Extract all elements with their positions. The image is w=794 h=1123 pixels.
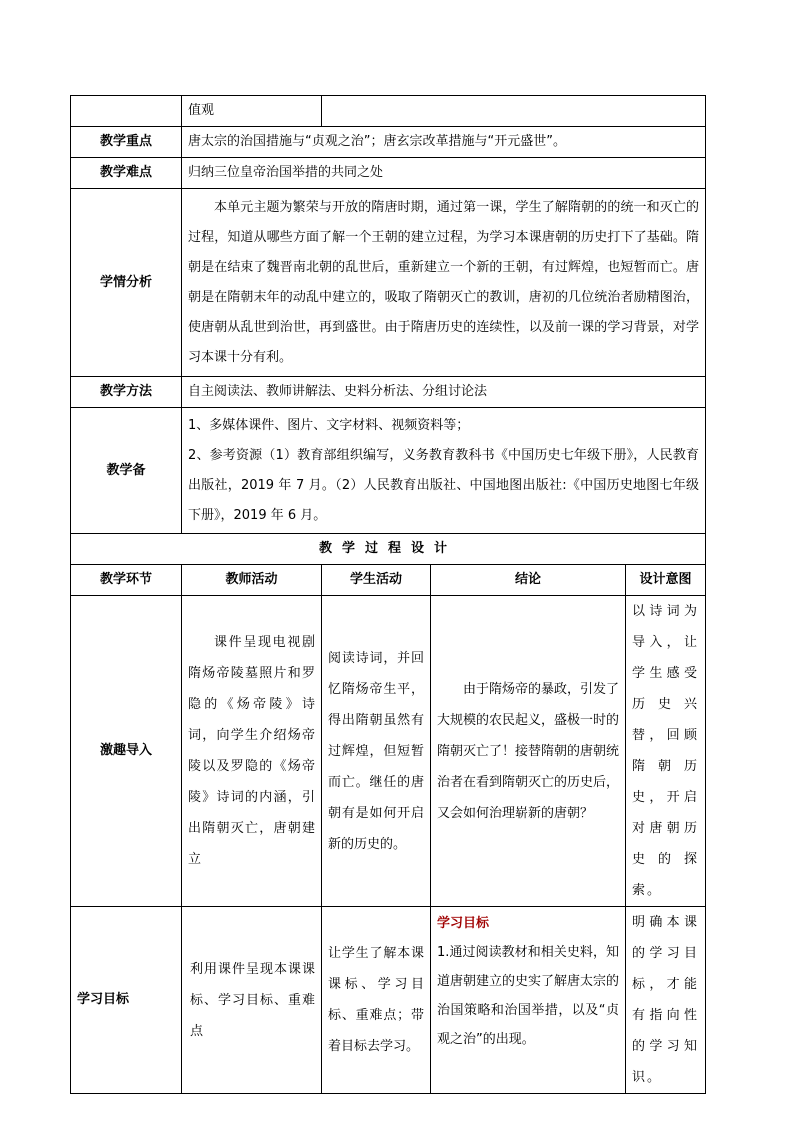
method-label: 教学方法 (71, 377, 182, 408)
difficulty-text: 归纳三位皇帝治国举措的共同之处 (182, 158, 706, 189)
table-row (71, 907, 706, 1094)
conclusion-text: 由于隋炀帝的暴政，引发了大规模的农民起义，盛极一时的隋朝灭亡了！接替隋朝的唐朝统治者在看到隋朝灭亡的历史后，又会如何治理崭新的唐朝？ (437, 681, 620, 821)
conclusion-text: 1.通过阅读教材和相关史料，知道唐朝建立的史实了解唐太宗的治国策略和治国举措，以及“贞观之治”的出现。 (437, 945, 620, 1047)
method-text: 自主阅读法、教师讲解法、史料分析法、分组讨论法 (182, 377, 706, 408)
student-activity-cell: 阅读诗词，并回忆隋炀帝生平，得出隋朝虽然有过辉煌，但短暂而亡。继任的唐朝有是如何开启新的历史的。 (322, 596, 431, 907)
prep-item-1: 1、多媒体课件、图片、文字材料、视频资料等； (188, 417, 470, 433)
intent-cell: 以诗词为导入，让学生感受历史兴替，回顾隋朝历史，开启对唐朝历史的探索。 (626, 596, 706, 907)
row-process-title (71, 534, 706, 565)
key-points-label: 教学重点 (71, 127, 182, 158)
intent-cell: 明确本课的学习目标，才能有指向性的学习知识。 (626, 907, 706, 1094)
row-prep (71, 408, 706, 534)
stage-cell: 学习目标 (71, 907, 182, 1094)
row-column-headers (71, 565, 706, 596)
row-values-cont (71, 96, 706, 127)
row-analysis (71, 189, 706, 377)
conclusion-heading: 学习目标 (437, 916, 490, 931)
difficulty-label: 教学难点 (71, 158, 182, 189)
teacher-activity-cell: 利用课件呈现本课课标、学习目标、重难点 (182, 907, 322, 1094)
row-method (71, 377, 706, 408)
empty-label-cell (71, 96, 182, 127)
analysis-label: 学情分析 (71, 189, 182, 377)
analysis-text: 本单元主题为繁荣与开放的隋唐时期，通过第一课，学生了解隋朝的的统一和灭亡的过程，知道从哪些方面了解一个王朝的建立过程，为学习本课唐朝的历史打下了基础。隋朝是在结束了魏晋南北朝的乱世后，重新建立一个新的王朝，有过辉煌，也短暂而亡。唐朝是在隋朝末年的动乱中建立的，吸取了隋朝灭亡的教训，唐初的几位统治者励精图治，使唐朝从乱世到治世，再到盛世。由于隋唐历史的连续性，以及前一课的学习背景，对学习本课十分有利。 (182, 189, 706, 377)
row-difficulty (71, 158, 706, 189)
stage-cell: 激趣导入 (71, 596, 182, 907)
column-header-stage: 教学环节 (71, 565, 182, 596)
lesson-plan-table (70, 95, 706, 1094)
process-title: 教学过程设计 (71, 534, 706, 565)
student-activity-cell: 让学生了解本课课标、学习目标、重难点；带着目标去学习。 (322, 907, 431, 1094)
prep-item-2: 2、参考资源（1）教育部组织编写，义务教育教科书《中国历史七年级下册》，人民教育出版社，2019 年 7 月。（2）人民教育出版社、中国地图出版社:《中国历史地图七年级下册》，2019 年 6 月。 (188, 447, 700, 523)
table-row (71, 596, 706, 907)
conclusion-cell (431, 907, 626, 1094)
values-cont-text: 值观 (182, 96, 322, 127)
key-points-text: 唐太宗的治国措施与“贞观之治”；唐玄宗改革措施与“开元盛世”。 (182, 127, 706, 158)
column-header-student: 学生活动 (322, 565, 431, 596)
prep-label: 教学备 (71, 408, 182, 534)
empty-cell (322, 96, 706, 127)
column-header-intent: 设计意图 (626, 565, 706, 596)
conclusion-cell (431, 596, 626, 907)
teacher-activity-cell: 课件呈现电视剧隋炀帝陵墓照片和罗隐的《炀帝陵》诗词，向学生介绍炀帝陵以及罗隐的《炀帝陵》诗词的内涵，引出隋朝灭亡，唐朝建立 (182, 596, 322, 907)
row-key-points (71, 127, 706, 158)
column-header-teacher: 教师活动 (182, 565, 322, 596)
prep-cell (182, 408, 706, 534)
column-header-conclusion: 结论 (431, 565, 626, 596)
